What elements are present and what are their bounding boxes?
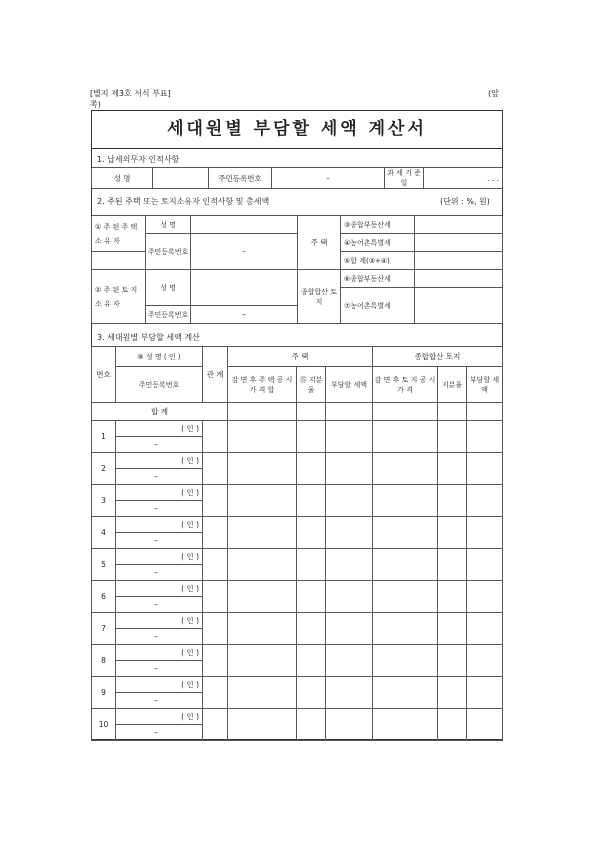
house-owner-rrn-field[interactable]: – xyxy=(191,234,298,270)
row-cell[interactable] xyxy=(373,645,438,677)
row-cell[interactable] xyxy=(228,709,297,741)
row-rrn[interactable]: – xyxy=(116,501,203,517)
col-land-price: 감 면 후 토 지 공 시 가 격 xyxy=(373,367,438,403)
row-cell[interactable] xyxy=(297,453,326,485)
row-seal[interactable]: ( 인 ) xyxy=(116,645,203,661)
row-cell[interactable] xyxy=(467,709,503,741)
table-row xyxy=(92,421,503,437)
house-owner-name-field[interactable] xyxy=(191,216,298,234)
table-row xyxy=(92,581,503,597)
land-owner-label-1: ② 주 된 토 지 xyxy=(95,285,138,294)
house-item-2: ④농어촌특별세 xyxy=(341,234,415,252)
row-cell[interactable] xyxy=(228,613,297,645)
total-cell[interactable] xyxy=(467,403,503,421)
row-number: 9 xyxy=(92,677,116,709)
row-cell[interactable] xyxy=(228,549,297,581)
page-title: 세대원별 부담할 세액 계산서 xyxy=(167,119,427,139)
house-item-3: ⑤합 계(③+④) xyxy=(341,252,415,270)
row-seal[interactable]: ( 인 ) xyxy=(116,613,203,629)
land-item-1-value[interactable] xyxy=(415,270,503,288)
row-cell[interactable] xyxy=(203,485,228,517)
header-right-cont: 쪽) xyxy=(90,100,101,109)
row-seal[interactable]: ( 인 ) xyxy=(116,709,203,725)
col-land-tax: 부담할 세액 xyxy=(467,367,503,403)
row-cell[interactable] xyxy=(467,645,503,677)
row-cell[interactable] xyxy=(438,485,467,517)
title-divider xyxy=(91,148,503,149)
row-cell[interactable] xyxy=(326,613,373,645)
house-label: 주 택 xyxy=(298,216,341,270)
row-cell[interactable] xyxy=(297,677,326,709)
row-cell[interactable] xyxy=(373,485,438,517)
row-cell[interactable] xyxy=(326,645,373,677)
row-cell[interactable] xyxy=(326,421,373,453)
row-cell[interactable] xyxy=(228,421,297,453)
house-item-1: ③종합부동산세 xyxy=(341,216,415,234)
row-cell[interactable] xyxy=(326,517,373,549)
col-house-price: 감 면 후 주 택 공 시 가 격 합 xyxy=(228,367,297,403)
total-label: 합 계 xyxy=(92,403,228,421)
row-rrn[interactable]: – xyxy=(116,725,203,741)
house-owner-label-2: 소 유 자 xyxy=(95,236,120,245)
house-owner-label xyxy=(92,216,146,252)
row-cell[interactable] xyxy=(297,421,326,453)
row-number: 5 xyxy=(92,549,116,581)
section2-heading: 2. 주된 주택 또는 토지소유자 인적사항 및 총세액 xyxy=(97,197,270,206)
land-item-2: ⑦농어촌특별세 xyxy=(341,288,415,324)
row-number: 4 xyxy=(92,517,116,549)
land-item-1: ⑥종합부동산세 xyxy=(341,270,415,288)
table-row xyxy=(92,485,503,501)
land-item-2-value[interactable] xyxy=(415,288,503,324)
land-owner-rrn-field[interactable]: – xyxy=(191,306,298,324)
col-land: 종합합산 토지 xyxy=(373,347,503,367)
row-number: 1 xyxy=(92,421,116,453)
row-rrn[interactable]: – xyxy=(116,565,203,581)
col-house-tax: 부담할 세액 xyxy=(326,367,373,403)
owner-table xyxy=(91,215,503,324)
row-cell[interactable] xyxy=(438,421,467,453)
row-cell[interactable] xyxy=(373,549,438,581)
row-rrn[interactable]: – xyxy=(116,437,203,453)
total-cell[interactable] xyxy=(373,403,438,421)
house-item-2-value[interactable] xyxy=(415,234,503,252)
row-cell[interactable] xyxy=(467,549,503,581)
table-row xyxy=(92,677,503,693)
land-owner-label xyxy=(92,270,146,324)
row-cell[interactable] xyxy=(467,581,503,613)
row-cell[interactable] xyxy=(438,645,467,677)
house-owner-name-label: 성 명 xyxy=(146,216,191,234)
member-table xyxy=(91,346,503,741)
row-cell[interactable] xyxy=(203,677,228,709)
row-number: 3 xyxy=(92,485,116,517)
section3-heading: 3. 세대원별 부담할 세액 계산 xyxy=(97,333,200,342)
house-owner-spacer xyxy=(92,252,146,270)
row-cell[interactable] xyxy=(228,581,297,613)
row-cell[interactable] xyxy=(373,613,438,645)
row-cell[interactable] xyxy=(467,421,503,453)
row-seal[interactable]: ( 인 ) xyxy=(116,485,203,501)
house-item-1-value[interactable] xyxy=(415,216,503,234)
row-cell[interactable] xyxy=(203,453,228,485)
section1-heading: 1. 납세의무자 인적사항 xyxy=(97,155,180,164)
row-cell[interactable] xyxy=(373,453,438,485)
row-cell[interactable] xyxy=(228,677,297,709)
house-owner-label-1: ① 주 된 주 택 xyxy=(95,222,138,231)
row-cell[interactable] xyxy=(326,581,373,613)
row-seal[interactable]: ( 인 ) xyxy=(116,549,203,565)
row-cell[interactable] xyxy=(203,613,228,645)
row-cell[interactable] xyxy=(373,709,438,741)
row-cell[interactable] xyxy=(297,645,326,677)
row-cell[interactable] xyxy=(297,581,326,613)
row-cell[interactable] xyxy=(203,581,228,613)
row-cell[interactable] xyxy=(373,421,438,453)
unit-label: (단위 : %, 원) xyxy=(440,197,490,206)
table-row xyxy=(92,645,503,661)
row-cell[interactable] xyxy=(203,517,228,549)
base-date-field[interactable]: . . . xyxy=(424,168,503,189)
row-cell[interactable] xyxy=(467,453,503,485)
row-cell[interactable] xyxy=(326,453,373,485)
row-number: 10 xyxy=(92,709,116,741)
table-row xyxy=(92,613,503,629)
name-field[interactable] xyxy=(153,168,209,189)
row-cell[interactable] xyxy=(297,517,326,549)
col-land-share: 지분율 xyxy=(438,367,467,403)
row-cell[interactable] xyxy=(297,485,326,517)
land-owner-label-2: 소 유 자 xyxy=(95,299,120,308)
row-rrn[interactable]: – xyxy=(116,469,203,485)
taxpayer-table xyxy=(91,167,503,189)
row-rrn[interactable]: – xyxy=(116,661,203,677)
col-rel: 관 계 xyxy=(203,347,228,403)
row-cell[interactable] xyxy=(438,549,467,581)
row-number: 2 xyxy=(92,453,116,485)
table-row xyxy=(92,453,503,469)
row-cell[interactable] xyxy=(228,485,297,517)
col-name: ⑨ 성 명 ( 인 ) xyxy=(116,347,203,367)
land-owner-name-label: 성 명 xyxy=(146,270,191,306)
land-owner-name-field[interactable] xyxy=(191,270,298,306)
row-cell[interactable] xyxy=(297,613,326,645)
rrn-field[interactable]: – xyxy=(272,168,385,189)
row-number: 7 xyxy=(92,613,116,645)
total-cell[interactable] xyxy=(228,403,297,421)
row-cell[interactable] xyxy=(228,453,297,485)
row-cell[interactable] xyxy=(438,517,467,549)
row-cell[interactable] xyxy=(373,517,438,549)
row-cell[interactable] xyxy=(438,613,467,645)
col-house: 주 택 xyxy=(228,347,373,367)
row-seal[interactable]: ( 인 ) xyxy=(116,677,203,693)
row-seal[interactable]: ( 인 ) xyxy=(116,421,203,437)
row-cell[interactable] xyxy=(467,485,503,517)
land-label: 종합합산 토 지 xyxy=(298,270,341,324)
row-cell[interactable] xyxy=(467,677,503,709)
row-cell[interactable] xyxy=(467,517,503,549)
col-house-share: ⑮ 지분율 xyxy=(297,367,326,403)
row-cell[interactable] xyxy=(297,549,326,581)
member-rows xyxy=(92,421,503,741)
col-rrn: 주민등록번호 xyxy=(116,367,203,403)
header-right: (앞 xyxy=(488,89,499,98)
row-seal[interactable]: ( 인 ) xyxy=(116,517,203,533)
row-rrn[interactable]: – xyxy=(116,533,203,549)
col-no: 번호 xyxy=(92,347,116,403)
row-cell[interactable] xyxy=(326,709,373,741)
row-cell[interactable] xyxy=(326,677,373,709)
row-cell[interactable] xyxy=(203,421,228,453)
house-owner-rrn-label: 주민등록번호 xyxy=(146,234,191,270)
total-cell[interactable] xyxy=(297,403,326,421)
row-cell[interactable] xyxy=(297,709,326,741)
table-row xyxy=(92,549,503,565)
row-cell[interactable] xyxy=(228,645,297,677)
base-date-label: 과 세 기 준 일 xyxy=(385,168,424,189)
table-row xyxy=(92,709,503,725)
row-rrn[interactable]: – xyxy=(116,597,203,613)
row-cell[interactable] xyxy=(326,485,373,517)
row-cell[interactable] xyxy=(373,677,438,709)
row-cell[interactable] xyxy=(203,645,228,677)
row-rrn[interactable]: – xyxy=(116,693,203,709)
house-item-3-value[interactable] xyxy=(415,252,503,270)
row-number: 6 xyxy=(92,581,116,613)
rrn-label: 주민등록번호 xyxy=(209,168,272,189)
row-cell[interactable] xyxy=(438,581,467,613)
row-cell[interactable] xyxy=(438,677,467,709)
table-row xyxy=(92,517,503,533)
row-number: 8 xyxy=(92,645,116,677)
name-label: 성 명 xyxy=(92,168,153,189)
row-seal[interactable]: ( 인 ) xyxy=(116,453,203,469)
row-cell[interactable] xyxy=(326,549,373,581)
land-owner-rrn-label: 주민등록번호 xyxy=(146,306,191,324)
row-cell[interactable] xyxy=(438,709,467,741)
row-seal[interactable]: ( 인 ) xyxy=(116,581,203,597)
total-cell[interactable] xyxy=(438,403,467,421)
row-rrn[interactable]: – xyxy=(116,629,203,645)
row-cell[interactable] xyxy=(203,709,228,741)
row-cell[interactable] xyxy=(438,453,467,485)
row-cell[interactable] xyxy=(203,549,228,581)
row-cell[interactable] xyxy=(228,517,297,549)
total-cell[interactable] xyxy=(326,403,373,421)
row-cell[interactable] xyxy=(467,613,503,645)
row-cell[interactable] xyxy=(373,581,438,613)
header-left: [별지 제3호 서식 부표] xyxy=(90,89,171,98)
